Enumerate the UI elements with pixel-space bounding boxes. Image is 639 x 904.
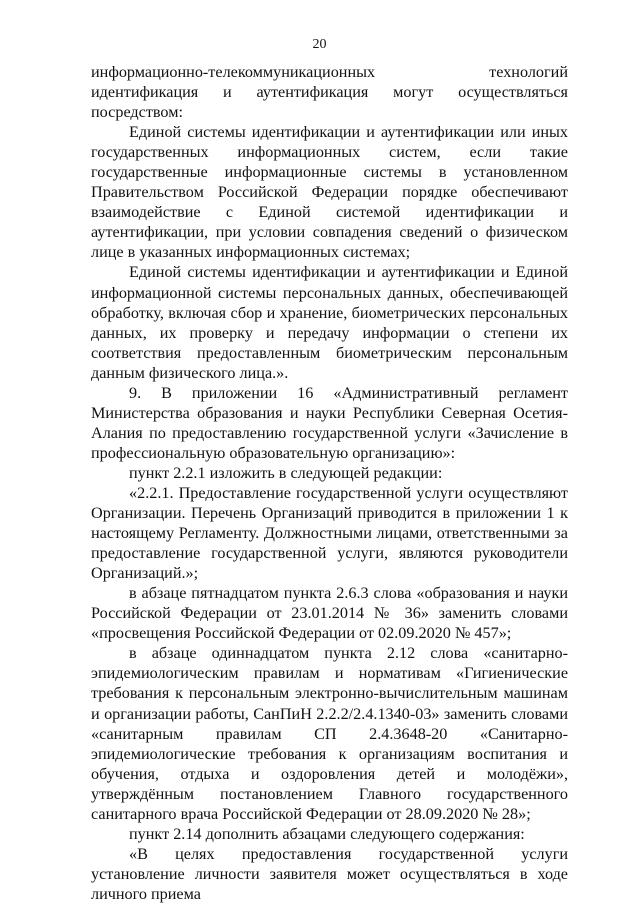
paragraph: в абзаце пятнадцатом пункта 2.6.3 слова «образования и науки Российской Федерации от 23.01.2014 № 36» заменить словами «просвещения Российской Федерации от 02.09.2020 № 457»;: [91, 584, 568, 643]
paragraph: в абзаце одиннадцатом пункта 2.12 слова «санитарно-эпидемиологическим правилам и нормативам «Гигиенические требования к персональным электронно-вычислительным машинам и организации работы, СанПиН 2.2.2/2.4.1340-03» заменить словами «санитарным правилам СП 2.4.3648-20 «Санитарно-эпидемиологические требования к организациям воспитания и обучения, отдыха и оздоровления детей и молодёжи», утверждённым постановлением Главного государственного санитарного врача Российской Федерации от 28.09.2020 № 28»;: [91, 644, 568, 823]
paragraph: пункт 2.14 дополнить абзацами следующего содержания:: [129, 824, 525, 843]
paragraph: «2.2.1. Предоставление государственной услуги осуществляют Организации. Перечень Организаций приводится в приложении 1 к настоящему Регламенту. Должностными лицами, ответственными за предоставление государственной услуги, являются руководители Организаций.»;: [91, 483, 568, 583]
paragraph: «В целях предоставления государственной услуги установление личности заявителя может осуществляться в ходе личного приема: [91, 844, 568, 903]
paragraph: информационно-телекоммуникационных технологий идентификация и аутентификация могут осуществляться посредством:: [91, 63, 568, 122]
page-number: 20: [312, 37, 327, 52]
paragraph: Единой системы идентификации и аутентификации или иных государственных информационных систем, если такие государственные информационные системы в установленном Правительством Российской Федерации порядке обеспечивают взаимодействие с Единой системой идентификации и аутентификации, при условии совпадения сведений о физическом лице в указанных информационных системах;: [91, 123, 568, 262]
paragraph: пункт 2.2.1 изложить в следующей редакции:: [129, 463, 443, 482]
paragraph: Единой системы идентификации и аутентификации и Единой информационной системы персональных данных, обеспечивающей обработку, включая сбор и хранение, биометрических персональных данных, их проверку и передачу информации о степени их соответствия предоставленным биометрическим персональным данным физического лица.».: [91, 263, 568, 382]
document-body: [91, 62, 568, 904]
paragraph: 9. В приложении 16 «Административный регламент Министерства образования и науки Республики Северная Осетия-Алания по предоставлению государственной услуги «Зачисление в профессиональную образовательную организацию»:: [91, 383, 568, 462]
